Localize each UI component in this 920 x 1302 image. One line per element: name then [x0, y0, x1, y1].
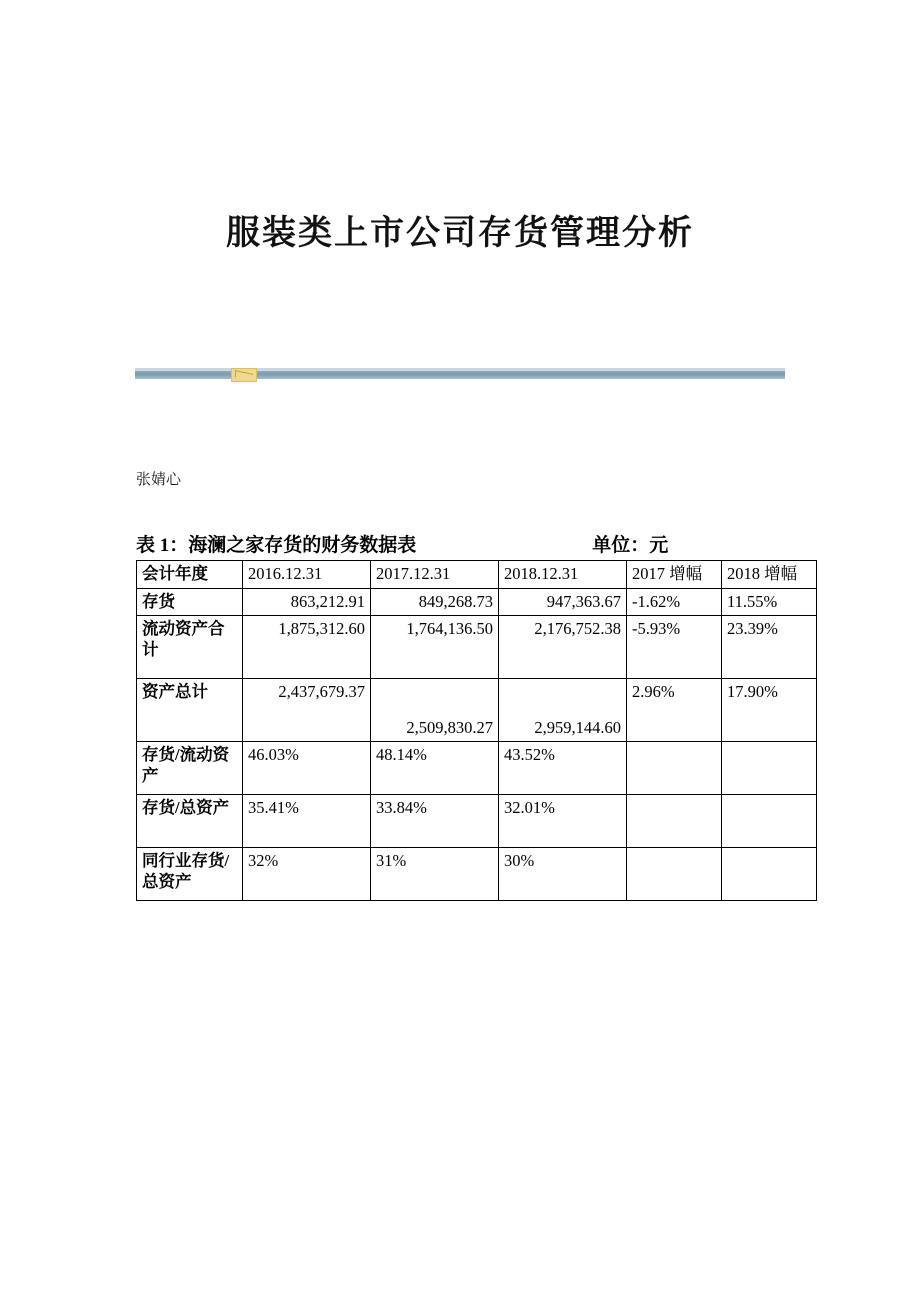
table-cell: 31% [371, 848, 499, 901]
row-label: 存货 [137, 588, 243, 616]
table-cell [722, 848, 817, 901]
row-label: 存货/总资产 [137, 795, 243, 848]
table-cell: 2,176,752.38 [499, 616, 627, 679]
row-label: 同行业存货/总资产 [137, 848, 243, 901]
table-cell: 35.41% [243, 795, 371, 848]
table-cell [722, 795, 817, 848]
page-title: 服装类上市公司存货管理分析 [226, 215, 694, 252]
column-header-growth-2017: 2017 增幅 [627, 561, 722, 589]
table-cell: 33.84% [371, 795, 499, 848]
table-cell: 863,212.91 [243, 588, 371, 616]
envelope-badge-icon [231, 368, 257, 382]
column-header-2018: 2018.12.31 [499, 561, 627, 589]
table-cell: -5.93% [627, 616, 722, 679]
table-cell [627, 795, 722, 848]
table-cell: 2,509,830.27 [371, 679, 499, 742]
table-cell: 46.03% [243, 742, 371, 795]
decorative-divider [135, 368, 785, 382]
table-cell: 23.39% [722, 616, 817, 679]
author-name: 张婧心 [136, 470, 182, 488]
table-cell: 2.96% [627, 679, 722, 742]
table-row [137, 616, 817, 679]
table-caption-title: 表 1：海澜之家存货的财务数据表 [136, 535, 417, 556]
table-cell: 2,959,144.60 [499, 679, 627, 742]
table-cell: 17.90% [722, 679, 817, 742]
column-header-2016: 2016.12.31 [243, 561, 371, 589]
row-label: 存货/流动资产 [137, 742, 243, 795]
table-cell: 11.55% [722, 588, 817, 616]
table-cell [722, 742, 817, 795]
table-cell: 947,363.67 [499, 588, 627, 616]
table-row [137, 679, 817, 742]
table-cell: 43.52% [499, 742, 627, 795]
table-row [137, 742, 817, 795]
table-cell: 32% [243, 848, 371, 901]
table-row [137, 588, 817, 616]
table-cell: 1,764,136.50 [371, 616, 499, 679]
table-caption-unit: 单位：元 [592, 535, 669, 556]
column-header-growth-2018: 2018 增幅 [722, 561, 817, 589]
column-header-2017: 2017.12.31 [371, 561, 499, 589]
table-row [137, 795, 817, 848]
table-cell: 48.14% [371, 742, 499, 795]
table-cell: 2,437,679.37 [243, 679, 371, 742]
table-row [137, 848, 817, 901]
table-header-row [137, 561, 817, 589]
column-header-year: 会计年度 [137, 561, 243, 589]
table-cell: 30% [499, 848, 627, 901]
table-cell: 849,268.73 [371, 588, 499, 616]
table-cell [627, 848, 722, 901]
table-cell [627, 742, 722, 795]
row-label: 流动资产合计 [137, 616, 243, 679]
row-label: 资产总计 [137, 679, 243, 742]
table-cell: -1.62% [627, 588, 722, 616]
table-cell: 1,875,312.60 [243, 616, 371, 679]
table-cell: 32.01% [499, 795, 627, 848]
table-caption [136, 530, 816, 557]
inventory-financial-table [136, 560, 817, 901]
